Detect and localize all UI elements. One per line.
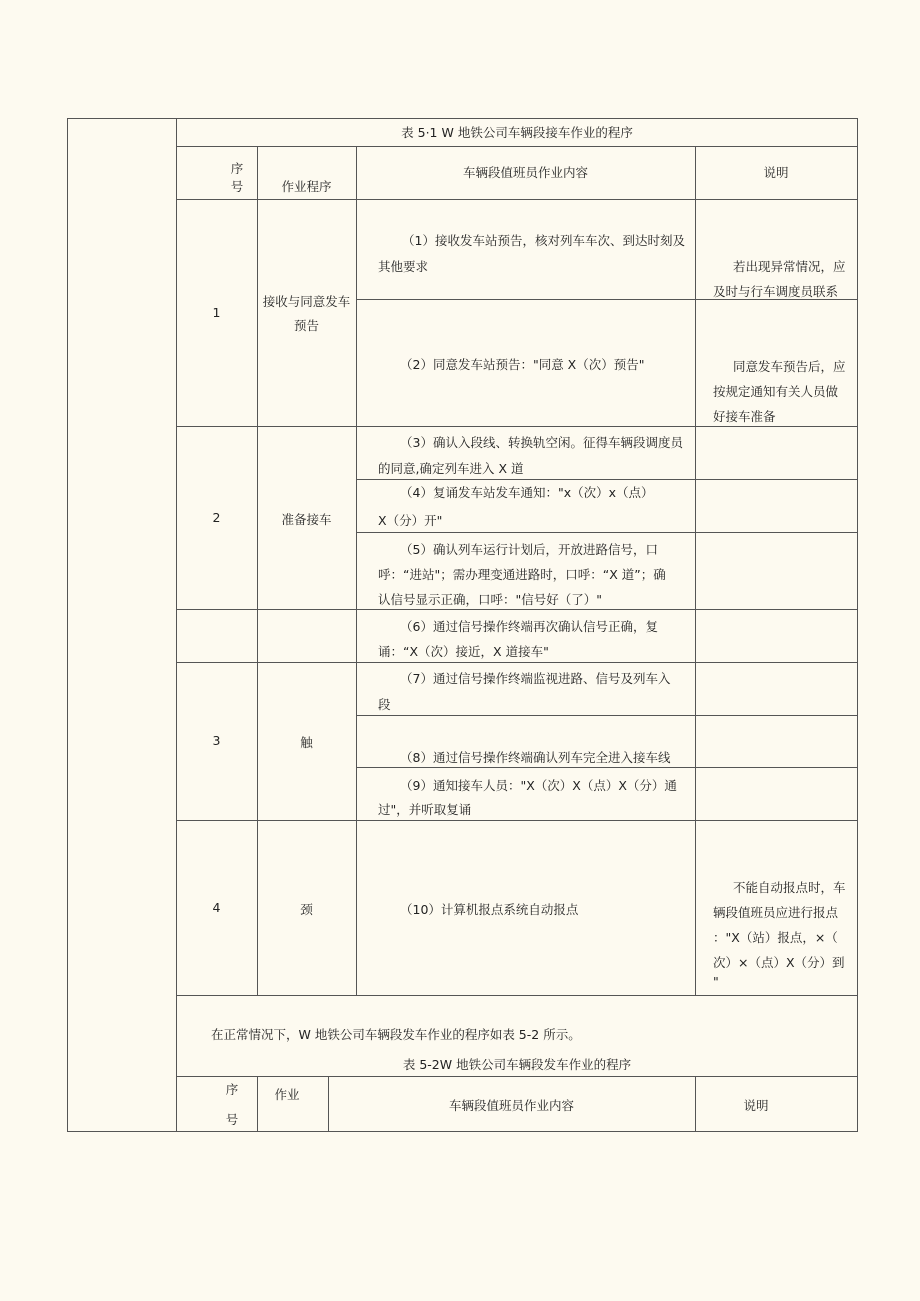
- col3-divider: [695, 146, 696, 996]
- row2-content5-line3: 认信号显示正确，口呼："信号好（了）": [378, 592, 602, 607]
- body-paragraph: 在正常情况下，W 地铁公司车辆段发车作业的程序如表 5-2 所示。: [211, 1027, 581, 1042]
- row2-content4-line1: （4）复诵发车站发车通知："x（次）x（点）: [400, 485, 654, 500]
- row1-note2-line3: 好接车准备: [713, 409, 776, 424]
- row2-content5-line1: （5）确认列车运行计划后，开放进路信号，口: [400, 542, 658, 557]
- rule-row3-bottom: [176, 820, 858, 821]
- row2-step: 准备接车: [281, 512, 332, 527]
- left-column-divider: [176, 118, 177, 1132]
- row-extra-content6-line1: （6）通过信号操作终端再次确认信号正确，复: [400, 619, 658, 634]
- row4-step: 颈: [300, 902, 313, 917]
- header-seq-line2: 号: [230, 179, 244, 194]
- row1-note2-line1: 同意发车预告后，应: [733, 359, 846, 374]
- row4-seq: 4: [212, 900, 221, 915]
- row4-note-line2: 辆段值班员应进行报点: [713, 905, 839, 920]
- row2-content4-line2: X（分）开": [378, 513, 443, 528]
- header-seq-line1: 序: [230, 161, 244, 176]
- row2-content3-line2: 的同意,确定列车进入 X 道: [378, 461, 524, 476]
- col2-divider: [356, 146, 357, 996]
- row4-note-line4: 次）×（点）X（分）到: [713, 955, 845, 970]
- row1-content1-line2: 其他要求: [378, 259, 429, 274]
- rule-row3-sub1: [356, 715, 858, 716]
- t2-header-seq-line1: 序: [225, 1082, 239, 1097]
- row3-content9-line1: （9）通知接车人员："X（次）X（点）X（分）通: [400, 778, 677, 793]
- outer-left-border: [67, 118, 68, 1132]
- row-extra-content6-line2: 诵：“X（次）接近，X 道接车": [378, 644, 549, 659]
- header-content: 车辆段值班员作业内容: [462, 165, 588, 180]
- row3-content8: （8）通过信号操作终端确认列车完全进入接车线: [400, 750, 671, 765]
- table1-caption: 表 5·1 W 地铁公司车辆段接车作业的程序: [401, 125, 633, 140]
- row2-seq: 2: [212, 510, 221, 525]
- outer-top-border: [67, 118, 858, 119]
- outer-bottom-border: [67, 1131, 858, 1132]
- row1-note1-line1: 若出现异常情况，应: [733, 259, 846, 274]
- row1-note1-line2: 及时与行车调度员联系: [713, 284, 839, 299]
- t2-header-step: 作业: [274, 1087, 300, 1102]
- row4-note-line3: ："X（站）报点，×（: [713, 930, 838, 945]
- row2-content3-line1: （3）确认入段线、转换轨空闲。征得车辆段调度员: [400, 435, 683, 450]
- row1-step-line2: 预告: [293, 318, 319, 333]
- row1-seq: 1: [212, 305, 221, 320]
- row4-note-line1: 不能自动报点时，车: [733, 880, 846, 895]
- rule-caption-bottom: [176, 146, 858, 147]
- row2-content5-line2: 呼：“进站"；需办理变通进路时，口呼：“X 道”；确: [378, 567, 666, 582]
- row4-content10: （10）计算机报点系统自动报点: [400, 902, 579, 917]
- rule-row4-bottom: [176, 995, 858, 996]
- row3-content9-line2: 过"，并听取复诵: [378, 802, 472, 817]
- row3-content7-line1: （7）通过信号操作终端监视进路、信号及列车入: [400, 671, 671, 686]
- row3-content7-line2: 段: [378, 697, 391, 712]
- row4-note-line5: ": [713, 974, 719, 989]
- header-step: 作业程序: [281, 179, 332, 194]
- t2-header-content: 车辆段值班员作业内容: [448, 1098, 574, 1113]
- row1-content2: （2）同意发车站预告："同意 X（次）预告": [400, 357, 645, 372]
- col1-divider: [257, 146, 258, 996]
- row1-note2-line2: 按规定通知有关人员做: [713, 384, 839, 399]
- row3-seq: 3: [212, 733, 221, 748]
- row1-content1-line1: （1）接收发车站预告，核对列车车次、到达时刻及: [402, 233, 685, 248]
- row3-step: 触: [300, 735, 313, 750]
- t2-header-note: 说明: [743, 1098, 769, 1113]
- header-note: 说明: [763, 165, 789, 180]
- outer-right-border: [857, 118, 858, 1132]
- t2-header-seq-line2: 号: [225, 1112, 239, 1127]
- row1-step-line1: 接收与同意发车: [262, 294, 351, 309]
- table2-caption: 表 5-2W 地铁公司车辆段发车作业的程序: [402, 1057, 632, 1072]
